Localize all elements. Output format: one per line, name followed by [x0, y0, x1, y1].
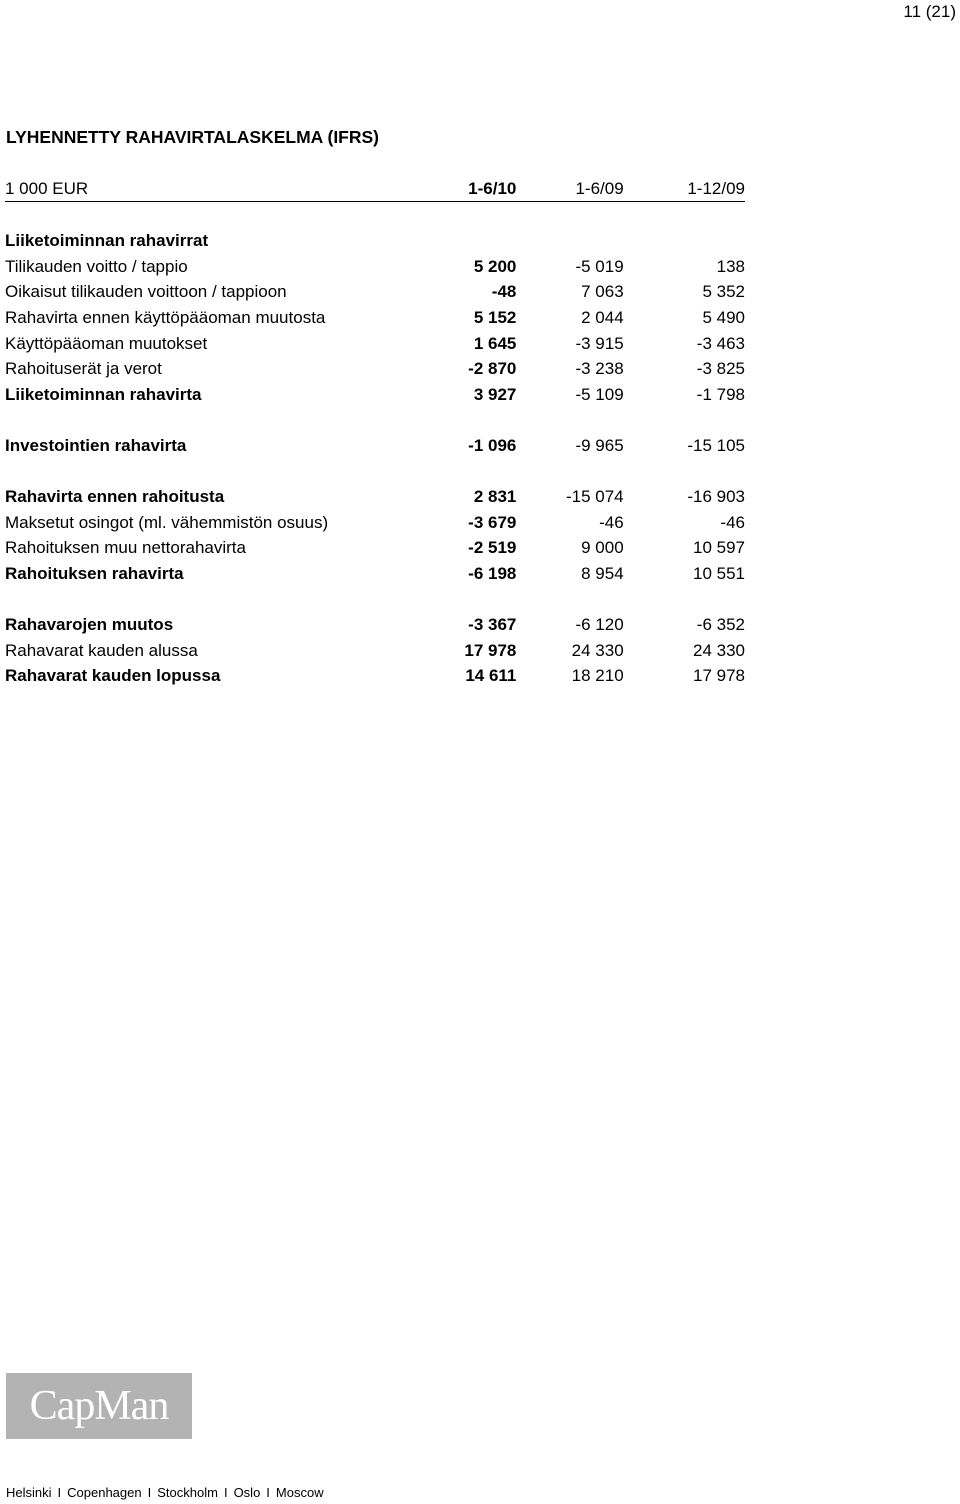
row-label: Käyttöpääoman muutokset	[5, 333, 208, 353]
value-1-12-09: 24 330	[693, 640, 745, 660]
spacer-row	[5, 202, 745, 229]
value-1-6-09: -5 109	[575, 384, 624, 404]
value-1-12-09: -15 105	[687, 436, 745, 456]
value-1-6-10: -3 367	[468, 615, 517, 635]
row-label: Rahoituserät ja verot	[5, 359, 162, 379]
cash-flow-table	[5, 176, 745, 689]
row-label: Oikaisut tilikauden voittoon / tappioon	[5, 282, 287, 302]
row-label: Maksetut osingot (ml. vähemmistön osuus)	[5, 512, 329, 532]
office-separator: I	[57, 1485, 62, 1500]
value-1-6-10: -6 198	[468, 564, 517, 584]
office-moscow: Moscow	[275, 1485, 324, 1500]
row-label: Rahoituksen muu nettorahavirta	[5, 538, 246, 558]
row-label: Rahavirta ennen käyttöpääoman muutosta	[5, 308, 326, 328]
row-label: Rahoituksen rahavirta	[5, 564, 184, 584]
table-row	[5, 279, 745, 305]
row-label: Liiketoiminnan rahavirta	[5, 384, 202, 404]
value-1-6-09: -9 965	[575, 436, 624, 456]
spacer-row	[5, 458, 745, 484]
value-1-6-09: -3 915	[575, 333, 624, 353]
header-unit: 1 000 EUR	[5, 179, 89, 198]
value-1-6-10: 5 200	[473, 256, 517, 276]
office-oslo: Oslo	[233, 1485, 261, 1500]
value-1-6-09: -6 120	[575, 615, 624, 635]
spacer-row	[5, 407, 745, 433]
table-row	[5, 254, 745, 280]
value-1-6-09: 7 063	[581, 282, 624, 302]
table-row	[5, 356, 745, 382]
value-1-6-09: 24 330	[571, 640, 624, 660]
table-row	[5, 561, 745, 587]
value-1-6-09: -46	[599, 512, 624, 532]
logo-text: CapMan	[29, 1383, 169, 1429]
table-row	[5, 535, 745, 561]
row-label: Rahavirta ennen rahoitusta	[5, 487, 225, 507]
office-separator: I	[223, 1485, 228, 1500]
spacer-row	[5, 586, 745, 612]
value-1-6-09: -5 019	[575, 256, 624, 276]
table-header-row	[5, 176, 745, 202]
value-1-6-09: 18 210	[571, 666, 624, 686]
value-1-6-10: 17 978	[464, 640, 517, 660]
row-label: Rahavarat kauden lopussa	[5, 666, 221, 686]
value-1-12-09: 10 551	[693, 564, 745, 584]
value-1-12-09: -6 352	[696, 615, 745, 635]
value-1-6-09	[516, 228, 623, 254]
value-1-6-10: 2 831	[473, 487, 517, 507]
value-1-12-09: -3 463	[696, 333, 745, 353]
row-label: Tilikauden voitto / tappio	[5, 256, 188, 276]
row-label: Investointien rahavirta	[5, 436, 187, 456]
value-1-6-10: 3 927	[473, 384, 517, 404]
header-period-1-6-10: 1-6/10	[468, 179, 517, 198]
value-1-6-10: 5 152	[473, 308, 517, 328]
header-period-1-6-09: 1-6/09	[575, 179, 624, 198]
value-1-12-09: 17 978	[693, 666, 745, 686]
value-1-6-09: 9 000	[581, 538, 624, 558]
value-1-6-10	[406, 228, 516, 254]
value-1-6-10: -2 870	[468, 359, 517, 379]
row-label: Liiketoiminnan rahavirrat	[5, 231, 209, 251]
row-label: Rahavarat kauden alussa	[5, 640, 198, 660]
value-1-6-10: -3 679	[468, 512, 517, 532]
office-separator: I	[266, 1485, 270, 1500]
table-row	[5, 228, 745, 254]
value-1-12-09: 10 597	[693, 538, 745, 558]
value-1-6-10: -1 096	[468, 436, 517, 456]
table-row	[5, 330, 745, 356]
value-1-6-10: 1 645	[473, 333, 517, 353]
value-1-12-09	[624, 228, 745, 254]
value-1-12-09: -3 825	[696, 359, 745, 379]
value-1-6-09: 8 954	[581, 564, 624, 584]
office-copenhagen: Copenhagen	[67, 1485, 142, 1500]
value-1-6-09: 2 044	[581, 308, 624, 328]
value-1-12-09: -16 903	[687, 487, 745, 507]
value-1-6-10: -2 519	[468, 538, 517, 558]
value-1-12-09: -46	[720, 512, 745, 532]
value-1-6-09: -3 238	[575, 359, 624, 379]
value-1-6-10: 14 611	[465, 666, 517, 686]
capman-logo	[6, 1373, 192, 1439]
value-1-12-09: 138	[716, 256, 745, 276]
table-row	[5, 484, 745, 510]
table-row	[5, 612, 745, 638]
row-label: Rahavarojen muutos	[5, 615, 174, 635]
table-row	[5, 638, 745, 664]
value-1-6-09: -15 074	[565, 487, 624, 507]
table-row	[5, 433, 745, 459]
office-stockholm: Stockholm	[157, 1485, 218, 1500]
value-1-12-09: 5 352	[702, 282, 745, 302]
table-row	[5, 382, 745, 408]
office-separator: I	[147, 1485, 152, 1500]
office-helsinki: Helsinki	[6, 1485, 52, 1500]
table-row	[5, 305, 745, 331]
page-number: 11 (21)	[903, 2, 956, 21]
header-period-1-12-09: 1-12/09	[687, 179, 745, 198]
value-1-12-09: -1 798	[696, 384, 745, 404]
footer-offices	[6, 1485, 324, 1501]
document-title: LYHENNETTY RAHAVIRTALASKELMA (IFRS)	[6, 127, 380, 147]
table-row	[5, 510, 745, 536]
value-1-6-10: -48	[491, 282, 517, 302]
table-row	[5, 663, 745, 689]
value-1-12-09: 5 490	[702, 308, 745, 328]
